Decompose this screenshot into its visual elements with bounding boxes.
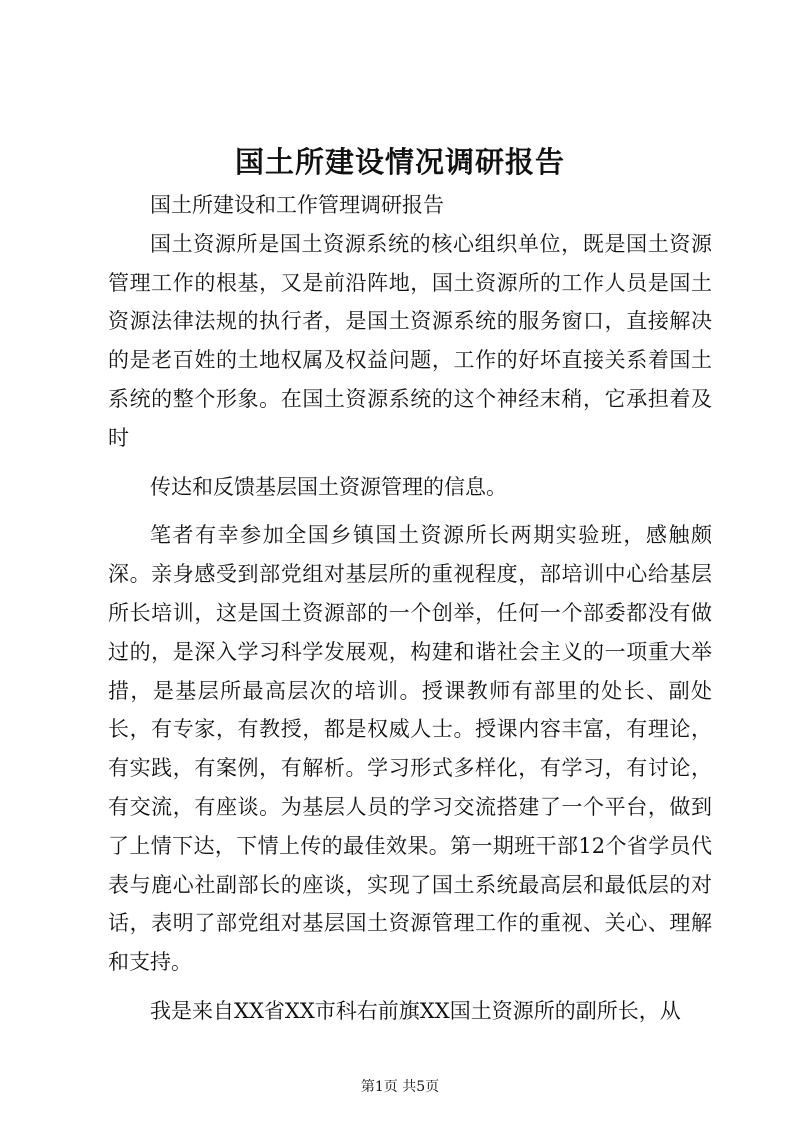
body-paragraph: 传达和反馈基层国土资源管理的信息。 bbox=[150, 474, 507, 499]
body-paragraph: 国土资源所是国土资源系统的核心组织单位，既是国土资源管理工作的根基，又是前沿阵地，国土资源所的工作人员是国土资源法律法规的执行者，是国土资源系统的服务窗口，直接解决的是老百姓的土地权属及权益问题，工作的好坏直接关系着国土系统的整个形象。在国土资源系统的这个神经末稍，它承担着及时 bbox=[108, 231, 712, 450]
document-title: 国土所建设情况调研报告 bbox=[234, 145, 565, 179]
document-body bbox=[108, 186, 712, 1031]
subtitle-paragraph: 国土所建设和工作管理调研报告 bbox=[150, 193, 444, 217]
body-paragraph: 笔者有幸参加全国乡镇国土资源所长两期实验班，感触颇深。亲身感受到部党组对基层所的重视程度，部培训中心给基层所长培训，这是国土资源部的一个创举，任何一个部委都没有做过的，是深入学习科学发展观，构建和谐社会主义的一项重大举措，是基层所最高层次的培训。授课教师有部里的处长、副处长，有专家，有教授，都是权威人士。授课内容丰富，有理论，有实践，有案例，有解析。学习形式多样化，有学习，有讨论，有交流，有座谈。为基层人员的学习交流搭建了一个平台，做到了上情下达，下情上传的最佳效果。第一期班干部12个省学员代表与鹿心社副部长的座谈，实现了国土系统最高层和最低层的对话，表明了部党组对基层国土资源管理工作的重视、关心、理解和支持。 bbox=[108, 523, 712, 975]
page-number-footer: 第1页 共5页 bbox=[360, 1079, 440, 1095]
body-paragraph: 我是来自XX省XX市科右前旗XX国土资源所的副所长，从 bbox=[150, 998, 681, 1023]
